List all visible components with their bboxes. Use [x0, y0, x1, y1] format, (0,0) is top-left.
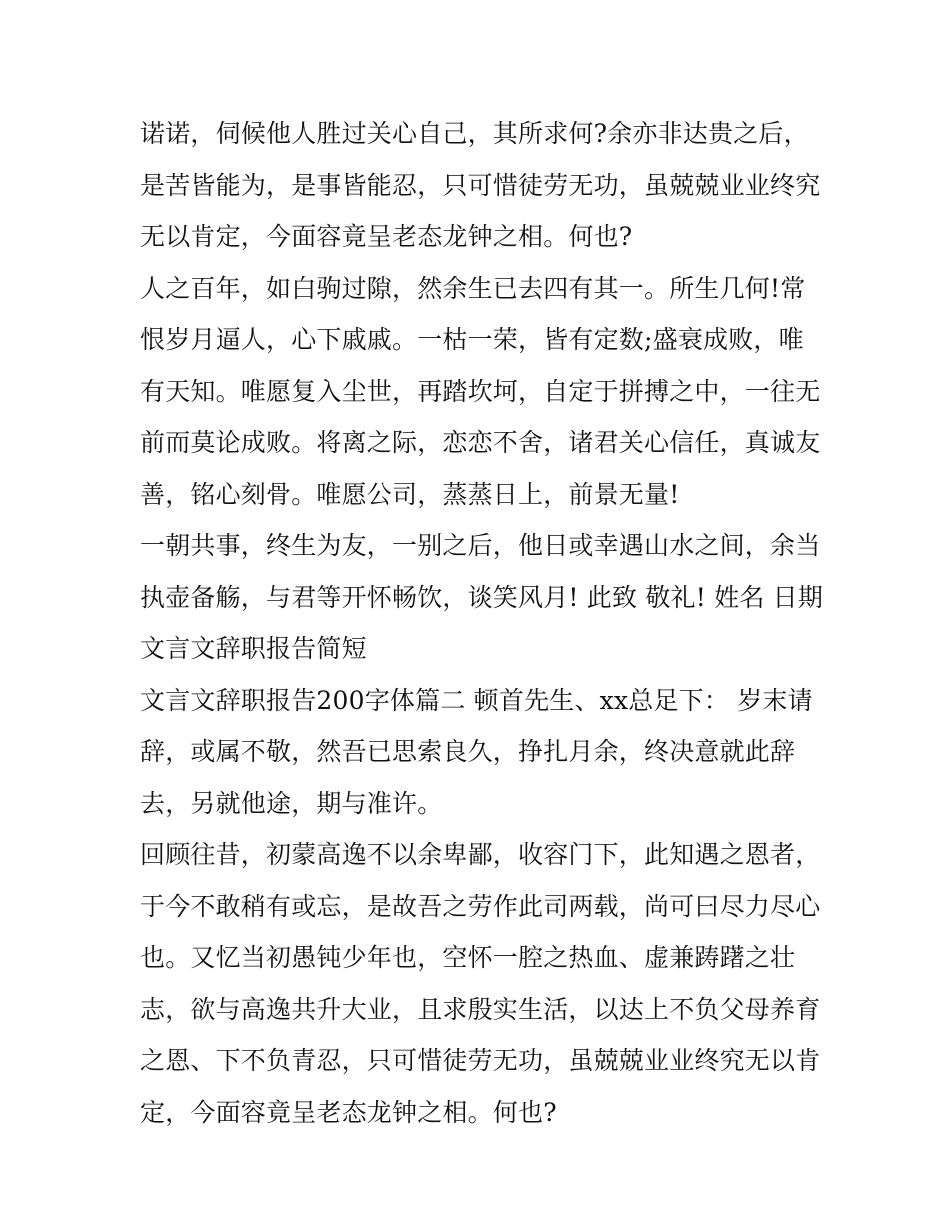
- text-line: 之恩、下不负青忍，只可惜徒劳无功，虽兢兢业业终究无以肯: [140, 1046, 821, 1075]
- text-line: 无以肯定，今面容竟呈老态龙钟之相。何也?: [140, 222, 633, 251]
- text-line: 执壶备觞，与君等开怀畅饮，谈笑风月! 此致 敬礼! 姓名 日期: [140, 582, 824, 612]
- text-line: 志，欲与高逸共升大业，且求殷实生活，以达上不负父母养育: [140, 994, 821, 1024]
- document-body: [140, 108, 824, 1138]
- text-line: 也。又忆当初愚钝少年也，空怀一腔之热血、虚兼踌躇之壮: [140, 943, 796, 972]
- text-line: 辞，或属不敬，然吾已思索良久，挣扎月余，终决意就此辞: [140, 737, 796, 766]
- text-line: 去，另就他途，期与准许。: [140, 788, 443, 818]
- text-line: 人之百年，如白驹过隙，然余生已去四有其一。所生几何!常: [140, 273, 806, 303]
- text-line: 有天知。唯愿复入尘世，再踏坎坷，自定于拼搏之中，一往无: [140, 376, 821, 406]
- text-line: 一朝共事，终生为友，一别之后，他日或幸遇山水之间，余当: [140, 531, 821, 560]
- text-line: 善，铭心刻骨。唯愿公司，蒸蒸日上，前景无量!: [140, 479, 680, 509]
- text-line: 诺诺，伺候他人胜过关心自己，其所求何?余亦非达贵之后，: [140, 119, 809, 148]
- text-line: 定，今面容竟呈老态龙钟之相。何也?: [140, 1097, 557, 1127]
- text-line: 是苦皆能为，是事皆能忍，只可惜徒劳无功，虽兢兢业业终究: [140, 170, 821, 200]
- text-line: 恨岁月逼人，心下戚戚。一枯一荣，皆有定数;盛衰成败，唯: [140, 325, 804, 354]
- text-line: 前而莫论成败。将离之际，恋恋不舍，诸君关心信任，真诚友: [140, 428, 821, 457]
- text-line: 回顾往昔，初蒙高逸不以余卑鄙，收容门下，此知遇之恩者，: [140, 840, 821, 869]
- text-line: 文言文辞职报告200字体篇二 顿首先生、xx总足下： 岁末请: [140, 685, 813, 715]
- text-line: 于今不敢稍有或忘，是故吾之劳作此司两载，尚可曰尽力尽心: [140, 891, 821, 921]
- section-title: 文言文辞职报告简短: [140, 634, 367, 663]
